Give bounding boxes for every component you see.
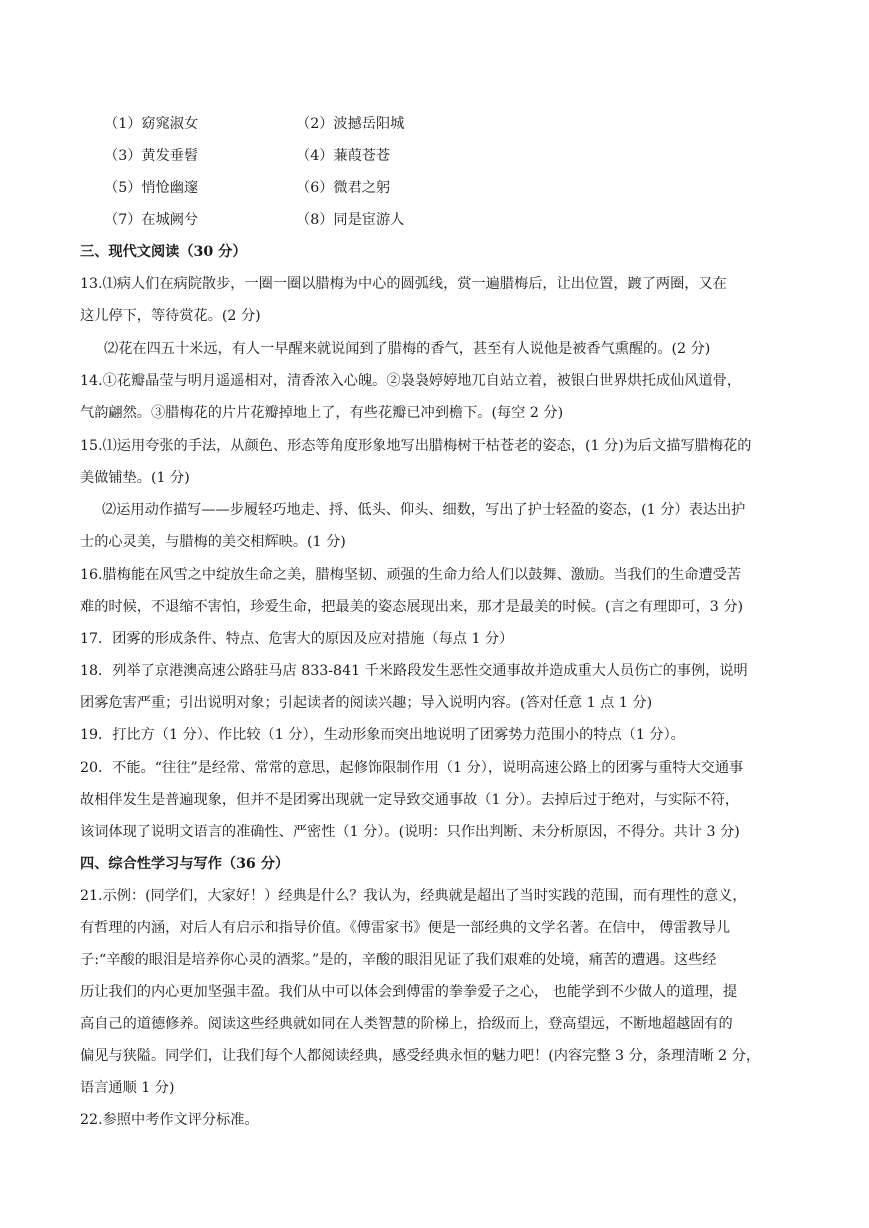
answer-line: 16.腊梅能在风雪之中绽放生命之美，腊梅坚韧、顽强的生命力给人们以鼓舞、激励。当我们的生命遭受苦 [80, 567, 742, 583]
recite-answer: （3）黄发垂髫 [104, 148, 199, 164]
recite-answer: （1）窈窕淑女 [104, 116, 199, 132]
answer-line: 子:“辛酸的眼泪是培养你心灵的酒浆。”是的，辛酸的眼泪见证了我们艰难的处境，痛苦的遭遇。这些经 [80, 952, 717, 968]
answer-line: 17．团雾的形成条件、特点、危害大的原因及应对措施（每点 1 分） [80, 631, 514, 647]
answer-line: 历让我们的内心更加坚强丰盈。我们从中可以体会到傅雷的拳拳爱子之心， 也能学到不少做人的道理，提 [80, 984, 738, 1000]
answer-line: 高自己的道德修养。阅读这些经典就如同在人类智慧的阶梯上，拾级而上，登高望远，不断地超越固有的 [80, 1016, 733, 1032]
recite-answer: （4）蒹葭苍苍 [296, 148, 391, 164]
section-heading: 三、现代文阅读（30 分） [80, 244, 247, 260]
answer-line: 18．列举了京港澳高速公路驻马店 833-841 千米路段发生恶性交通事故并造成重大人员伤亡的事例，说明 [80, 663, 748, 679]
recite-answer: （6）微君之躬 [296, 180, 391, 196]
answer-line: 这儿停下，等待赏花。(2 分) [80, 308, 261, 324]
recite-answer: （7）在城阙兮 [104, 212, 199, 228]
answer-line: 团雾危害严重；引出说明对象；引起读者的阅读兴趣；导入说明内容。(答对任意 1 点 1 分) [80, 695, 653, 711]
answer-line: 士的心灵美，与腊梅的美交相辉映。(1 分) [80, 534, 346, 550]
recite-row-1 [104, 112, 504, 136]
recite-answer: （5）悄怆幽邃 [104, 180, 199, 196]
answer-line: 偏见与狭隘。同学们，让我们每个人都阅读经典，感受经典永恒的魅力吧！(内容完整 3 分，条理清晰 2 分， [80, 1048, 761, 1064]
section-heading: 四、综合性学习与写作（36 分） [80, 856, 290, 872]
answer-line: 15.⑴运用夸张的手法，从颜色、形态等角度形象地写出腊梅树干枯苍老的姿态，(1 分)为后文描写腊梅花的 [80, 438, 752, 454]
answer-line: 19．打比方（1 分）、作比较（1 分），生动形象而突出地说明了团雾势力范围小的特点（1 分）。 [80, 727, 685, 743]
answer-line: 美做铺垫。(1 分) [80, 470, 190, 486]
answer-line: 该词体现了说明文语言的准确性、严密性（1 分）。(说明：只作出判断、未分析原因，不得分。共计 3 分) [80, 824, 740, 840]
answer-line: 22.参照中考作文评分标准。 [80, 1112, 259, 1128]
answer-line: 气韵翩然。③腊梅花的片片花瓣掉地上了，有些花瓣已冲到檐下。(每空 2 分) [80, 405, 564, 421]
answer-line: 语言通顺 1 分) [80, 1080, 175, 1096]
recite-row-3 [104, 176, 504, 200]
answer-line: 21.示例：(同学们，大家好！）经典是什么？我认为，经典就是超出了当时实践的范围，而有理性的意义， [80, 888, 747, 904]
answer-line: 故相伴发生是普遍现象，但并不是团雾出现就一定导致交通事故（1 分）。去掉后过于绝对，与实际不符， [80, 792, 740, 808]
answer-line: 难的时候，不退缩不害怕，珍爱生命，把最美的姿态展现出来，那才是最美的时候。(言之有理即可，3 分) [80, 599, 744, 615]
recite-answer: （2）波撼岳阳城 [296, 116, 405, 132]
answer-line: 13.⑴病人们在病院散步，一圈一圈以腊梅为中心的圆弧线，赏一遍腊梅后，让出位置，踱了两圈，又在 [80, 276, 727, 292]
answer-line: ⑵运用动作描写——步履轻巧地走、捋、低头、仰头、细数，写出了护士轻盈的姿态，(1 分）表达出护 [102, 502, 746, 518]
answer-line: ⑵花在四五十米远，有人一早醒来就说闻到了腊梅的香气，甚至有人说他是被香气熏醒的。(2 分) [104, 341, 711, 357]
recite-row-2 [104, 144, 504, 168]
answer-line: 14.①花瓣晶莹与明月遥遥相对，清香浓入心魄。②袅袅婷婷地兀自站立着，被银白世界烘托成仙风道骨， [80, 373, 742, 389]
answer-line: 20．不能。“往往”是经常、常常的意思，起修饰限制作用（1 分），说明高速公路上的团雾与重特大交通事 [80, 760, 744, 776]
answer-line: 有哲理的内涵，对后人有启示和指导价值。《傅雷家书》便是一部经典的文学名著。在信中， 傅雷教导儿 [80, 920, 731, 936]
recite-answer: （8）同是宦游人 [296, 212, 405, 228]
recite-row-4 [104, 208, 504, 232]
